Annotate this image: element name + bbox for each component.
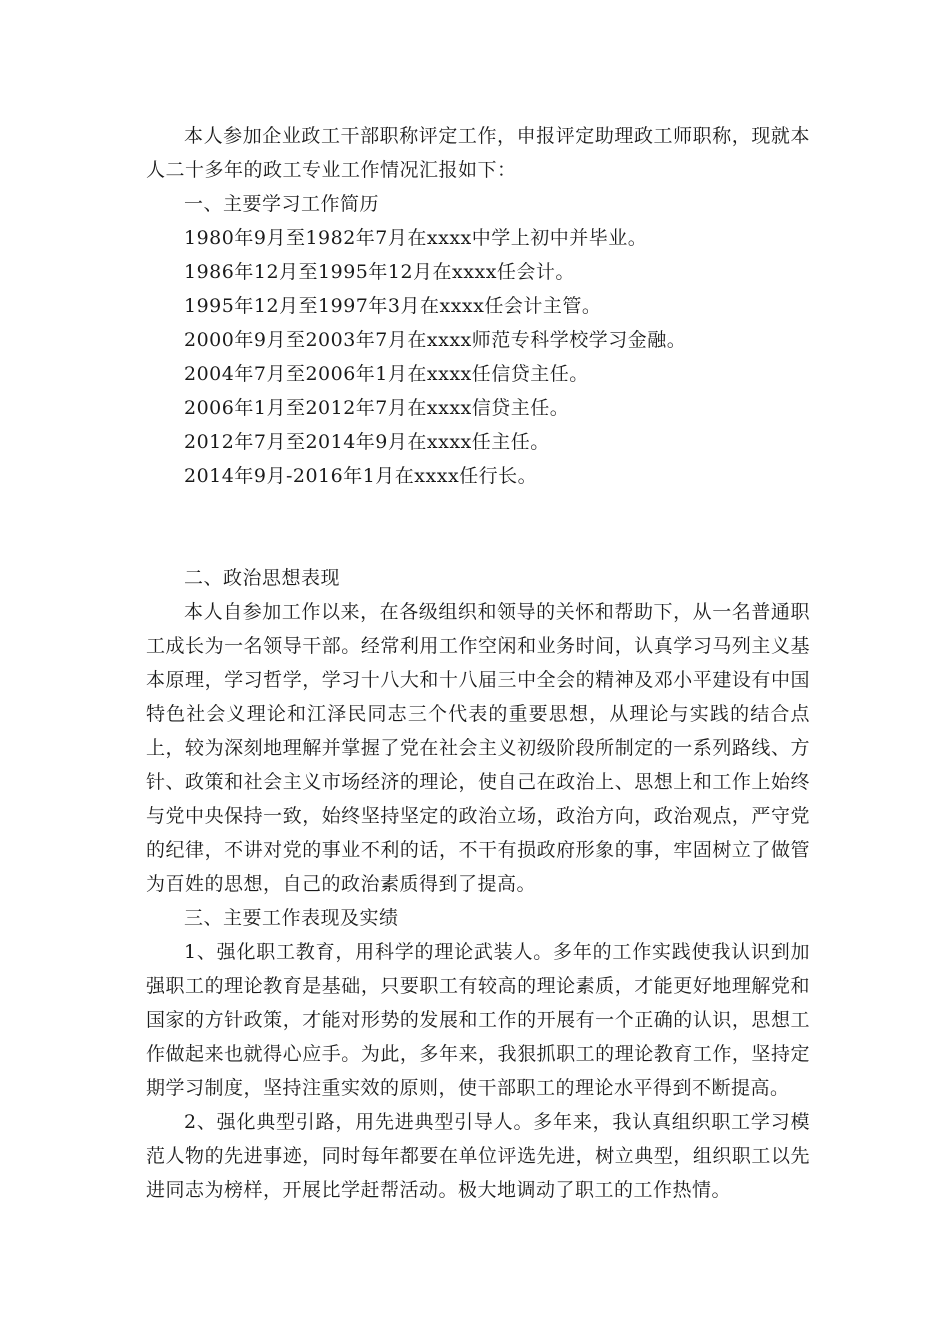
blank-space (146, 493, 810, 561)
resume-item: 2006年1月至2012年7月在xxxx信贷主任。 (184, 397, 570, 419)
document-body (146, 119, 810, 1207)
resume-item: 1980年9月至1982年7月在xxxx中学上初中并毕业。 (184, 227, 648, 249)
section-heading-work: 三、主要工作表现及实绩 (184, 907, 399, 929)
resume-item: 2012年7月至2014年9月在xxxx任主任。 (184, 431, 550, 453)
section-heading-political: 二、政治思想表现 (184, 567, 341, 589)
political-paragraph: 本人自参加工作以来，在各级组织和领导的关怀和帮助下，从一名普通职工成长为一名领导干部。经常利用工作空闲和业务时间，认真学习马列主义基本原理，学习哲学，学习十八大和十八届三中全会的精神及邓小平建设有中国特色社会义理论和江泽民同志三个代表的重要思想，从理论与实践的结合点上，较为深刻地理解并掌握了党在社会主义初级阶段所制定的一系列路线、方针、政策和社会主义市场经济的理论，使自己在政治上、思想上和工作上始终与党中央保持一致，始终坚持坚定的政治立场，政治方向，政治观点，严守党的纪律，不讲对党的事业不利的话，不干有损政府形象的事，牢固树立了做管为百姓的思想，自己的政治素质得到了提高。 (146, 601, 810, 895)
resume-item: 1995年12月至1997年3月在xxxx任会计主管。 (184, 295, 602, 317)
work-paragraph-1: 1、强化职工教育，用科学的理论武装人。多年的工作实践使我认识到加强职工的理论教育是基础，只要职工有较高的理论素质，才能更好地理解党和国家的方针政策，才能对形势的发展和工作的开展有一个正确的认识，思想工作做起来也就得心应手。为此，多年来，我狠抓职工的理论教育工作，坚持定期学习制度，坚持注重实效的原则，使干部职工的理论水平得到不断提高。 (146, 941, 810, 1099)
resume-item: 2004年7月至2006年1月在xxxx任信贷主任。 (184, 363, 589, 385)
resume-item: 2014年9月-2016年1月在xxxx任行长。 (184, 465, 538, 487)
resume-item: 2000年9月至2003年7月在xxxx师范专科学校学习金融。 (184, 329, 687, 351)
intro-paragraph: 本人参加企业政工干部职称评定工作，申报评定助理政工师职称，现就本人二十多年的政工专业工作情况汇报如下： (146, 125, 810, 181)
resume-item: 1986年12月至1995年12月在xxxx任会计。 (184, 261, 575, 283)
section-heading-resume: 一、主要学习工作简历 (184, 193, 380, 215)
work-paragraph-2: 2、强化典型引路，用先进典型引导人。多年来，我认真组织职工学习模范人物的先进事迹，同时每年都要在单位评选先进，树立典型，组织职工以先进同志为榜样，开展比学赶帮活动。极大地调动了职工的工作热情。 (146, 1111, 810, 1201)
